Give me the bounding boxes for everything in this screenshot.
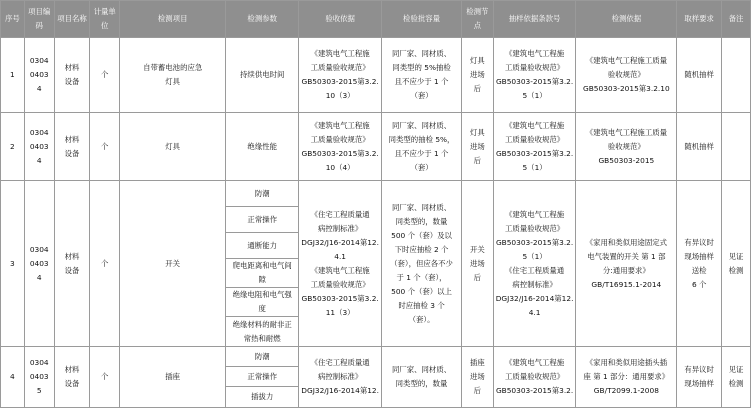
cell-test-param-line: 正常操作 [247, 371, 277, 381]
header-seq: 序号 [1, 1, 25, 38]
cell-seq: 2 [1, 113, 25, 181]
cell-test-basis [576, 181, 677, 347]
cell-inspection-qty-line: 且不应少于 1 个 [394, 77, 449, 86]
cell-inspection-qty [382, 113, 462, 181]
cell-inspection-qty-line: 同厂家、同材质、 [391, 120, 452, 130]
cell-inspection-qty-line: 下时应抽检 2 个 [394, 244, 449, 254]
cell-test-basis-line: GB/T16915.1-2014 [591, 279, 662, 289]
cell-inspection-qty-line: （套） [410, 162, 433, 172]
cell-sampling-req-line: 现场抽样 [684, 251, 714, 261]
cell-test-basis-line: 《家用和类似用途固定式 [585, 237, 667, 247]
table-row [1, 347, 751, 367]
cell-sampling-req [677, 38, 722, 113]
cell-test-item [120, 38, 226, 113]
cell-test-param-line: 正常操作 [247, 214, 277, 224]
cell-test-param [226, 181, 299, 207]
cell-accept-basis-line: 病控制标准》 [317, 223, 363, 233]
cell-item-name-line: 设备 [64, 379, 80, 388]
cell-accept-basis [299, 113, 382, 181]
cell-test-item [120, 181, 226, 347]
cell-inspection-qty-line: 时应抽检 3 个 [398, 300, 445, 310]
cell-test-param-line: 绝缘电阻和电气强 [232, 290, 292, 299]
cell-sampling-clause-line: 《建筑电气工程施 [505, 120, 565, 130]
cell-accept-basis-line: GB50303-2015第3.2. [301, 148, 379, 158]
cell-item-code [24, 38, 54, 113]
cell-test-param-line: 通断能力 [247, 240, 277, 250]
header-test-node: 检测节点 [461, 1, 493, 38]
cell-test-basis-line: 《建筑电气工程施工质量 [585, 127, 667, 137]
cell-test-node-line: 开关 [469, 244, 485, 254]
cell-item-code-line: 0403 [29, 372, 49, 381]
cell-remark-line: 检测 [728, 265, 744, 275]
cell-test-node-line: 后 [473, 272, 482, 282]
cell-sampling-req-line: 有异议时 [684, 365, 714, 374]
cell-accept-basis-line: 11（3） [325, 307, 355, 317]
cell-seq: 1 [1, 38, 25, 113]
cell-item-name-line: 设备 [64, 77, 80, 86]
cell-accept-basis-line: 4.1 [334, 251, 347, 261]
cell-inspection-qty-line: 500 个（套）以上 [391, 286, 452, 296]
cell-sampling-clause-line: GB50303-2015第3.2. [495, 386, 574, 395]
cell-inspection-qty-line: 同厂家、同材质、 [391, 202, 452, 212]
cell-sampling-req-line: 送检 [691, 265, 707, 275]
cell-seq: 4 [1, 347, 25, 408]
cell-test-node-line: 进场 [469, 141, 485, 151]
cell-test-node [461, 347, 493, 408]
cell-sampling-req-line: 有异议时 [684, 237, 714, 247]
cell-test-basis-line: GB50303-2015第3.2.10 [583, 84, 670, 93]
cell-remark [722, 38, 751, 113]
cell-accept-basis-line: 工质量验收规范》 [310, 63, 370, 72]
header-remark: 备注 [722, 1, 751, 38]
header-accept-basis: 验收依据 [299, 1, 382, 38]
cell-test-param [226, 317, 299, 347]
cell-test-item-line: 插座 [165, 372, 181, 381]
cell-sampling-clause-line: 工质量验收规范》 [505, 134, 565, 144]
cell-test-param [226, 233, 299, 259]
cell-seq: 3 [1, 181, 25, 347]
cell-test-param-line: 隙 [258, 275, 266, 284]
cell-test-param-line: 爬电距离和电气间 [232, 261, 292, 270]
cell-sampling-req [677, 347, 722, 408]
cell-sampling-clause [493, 113, 576, 181]
cell-inspection-qty-line: 同厂家、同材质、 [391, 365, 452, 374]
cell-accept-basis-line: 《住宅工程质量通 [310, 209, 370, 219]
cell-item-name-line: 材料 [64, 63, 80, 72]
cell-test-item-line: 开关 [165, 258, 181, 268]
cell-test-param [226, 113, 299, 181]
cell-remark-line: 见证 [728, 365, 744, 374]
cell-item-code [24, 113, 54, 181]
cell-item-code-line: 4 [36, 84, 42, 93]
cell-test-item-line: 自带蓄电池的应急 [143, 63, 203, 72]
cell-test-param [226, 38, 299, 113]
cell-test-param-line: 常热和耐燃 [243, 333, 281, 343]
cell-remark [722, 181, 751, 347]
cell-sampling-clause-line: GB50303-2015第3.2. [495, 237, 574, 247]
cell-accept-basis-line: 工质量验收规范》 [310, 279, 370, 289]
cell-test-basis [576, 347, 677, 408]
cell-item-name-line: 设备 [64, 148, 80, 158]
cell-test-node-line: 进场 [469, 258, 485, 268]
cell-sampling-req [677, 181, 722, 347]
cell-sampling-clause-line: DGJ32/J16-2014第12. [495, 293, 574, 303]
cell-inspection-qty [382, 38, 462, 113]
cell-sampling-clause-line: 工质量验收规范》 [505, 63, 565, 72]
cell-test-param-line: 防潮 [254, 188, 270, 198]
cell-accept-basis-line: 《建筑电气工程施 [310, 49, 370, 58]
cell-item-code-line: 0304 [29, 244, 49, 254]
cell-test-param-line: 绝缘材料的耐非正 [232, 319, 292, 329]
cell-item-name-line: 设备 [64, 265, 80, 275]
cell-sampling-clause-line: 4.1 [528, 307, 541, 317]
header-inspection-qty: 检验批容量 [382, 1, 462, 38]
cell-item-code-line: 0304 [29, 127, 49, 137]
cell-item-name-line: 材料 [64, 134, 80, 144]
cell-item-code-line: 0403 [29, 258, 49, 268]
cell-test-param [226, 367, 299, 387]
cell-accept-basis-line: 《住宅工程质量通 [310, 358, 370, 367]
cell-accept-basis [299, 181, 382, 347]
cell-test-node-line: 进场 [469, 70, 485, 79]
cell-accept-basis-line: 《建筑电气工程施 [310, 120, 370, 130]
cell-test-param [226, 387, 299, 408]
cell-test-basis-line: 验收规范》 [607, 70, 645, 79]
cell-test-param [226, 347, 299, 367]
cell-inspection-qty-line: 同类型的抽检 5%， [388, 134, 455, 144]
cell-test-item [120, 347, 226, 408]
cell-sampling-clause [493, 347, 576, 408]
cell-item-name-line: 材料 [64, 365, 80, 374]
cell-inspection-qty-line: （套） [410, 91, 433, 100]
cell-sampling-clause-line: 5（1） [522, 251, 547, 261]
cell-test-node-line: 后 [473, 84, 482, 93]
cell-inspection-qty-line: 同类型的，数量 [395, 379, 448, 388]
cell-remark-line: 检测 [728, 379, 744, 388]
cell-test-basis-line: GB50303-2015 [598, 155, 655, 165]
cell-item-code-line: 0304 [29, 56, 49, 65]
header-unit: 计量单位 [90, 1, 120, 38]
cell-sampling-clause-line: GB50303-2015第3.2. [495, 77, 574, 86]
cell-sampling-clause-line: GB50303-2015第3.2. [495, 148, 574, 158]
cell-item-name [54, 181, 90, 347]
cell-inspection-qty-line: （套）。 [408, 314, 435, 324]
cell-unit: 个 [90, 347, 120, 408]
cell-unit: 个 [90, 181, 120, 347]
cell-test-param-line: 度 [258, 304, 266, 313]
cell-test-node [461, 38, 493, 113]
cell-test-node-line: 后 [473, 155, 482, 165]
cell-test-basis [576, 113, 677, 181]
cell-test-node-line: 进场 [469, 372, 485, 381]
cell-test-node-line: 灯具 [469, 127, 485, 137]
cell-test-basis [576, 38, 677, 113]
cell-accept-basis [299, 38, 382, 113]
cell-test-node-line: 插座 [469, 358, 485, 367]
cell-accept-basis-line: GB50303-2015第3.2. [301, 293, 379, 303]
cell-accept-basis-line: 10（4） [325, 162, 355, 172]
cell-sampling-req-line: 随机抽样 [684, 70, 714, 79]
cell-item-code-line: 0403 [29, 141, 49, 151]
cell-test-param-line: 插拔力 [251, 392, 274, 401]
cell-inspection-qty-line: （套），但应各不少 [390, 258, 453, 268]
cell-inspection-qty-line: 同类型的，数量 [395, 216, 448, 226]
cell-inspection-qty-line: 于 1 个（套）， [396, 272, 447, 282]
header-item-code: 项目编码 [24, 1, 54, 38]
header-test-basis: 检测依据 [576, 1, 677, 38]
cell-accept-basis-line: DGJ32/J16-2014第12. [301, 386, 379, 395]
cell-sampling-clause-line: 5（1） [522, 91, 547, 100]
cell-test-basis-line: GB/T2099.1-2008 [593, 386, 659, 395]
cell-unit: 个 [90, 113, 120, 181]
cell-test-param-line: 绝缘性能 [247, 141, 277, 151]
cell-test-param [226, 288, 299, 317]
cell-inspection-qty-line: 且不应少于 1 个 [394, 148, 449, 158]
cell-item-code [24, 181, 54, 347]
header-sampling-clause: 抽样依据条款号 [493, 1, 576, 38]
cell-test-item-line: 灯具 [165, 141, 181, 151]
cell-test-node-line: 后 [473, 386, 482, 395]
cell-sampling-clause [493, 38, 576, 113]
header-sampling-req: 取样要求 [677, 1, 722, 38]
cell-remark [722, 113, 751, 181]
cell-test-basis-line: 电气装置的开关 第 1 部 [587, 251, 666, 261]
cell-sampling-req-line: 随机抽样 [684, 141, 714, 151]
cell-inspection-qty [382, 347, 462, 408]
cell-inspection-qty [382, 181, 462, 347]
table-row [1, 113, 751, 181]
cell-item-code-line: 0403 [29, 70, 49, 79]
cell-inspection-qty-line: 同厂家、同材质、 [391, 49, 452, 58]
cell-accept-basis-line: DGJ32/J16-2014第12. [301, 237, 379, 247]
cell-remark-line: 见证 [728, 251, 744, 261]
cell-item-code [24, 347, 54, 408]
cell-sampling-req-line: 6 个 [691, 279, 707, 289]
cell-accept-basis-line: 《建筑电气工程施 [310, 265, 370, 275]
cell-accept-basis-line: GB50303-2015第3.2. [301, 77, 379, 86]
table-row [1, 181, 751, 207]
header-test-item: 检测项目 [120, 1, 226, 38]
header-row [1, 1, 751, 38]
cell-test-basis-line: 《建筑电气工程施工质量 [585, 56, 667, 65]
cell-test-basis-line: 分:通用要求》 [602, 265, 650, 275]
cell-test-node [461, 181, 493, 347]
cell-item-name-line: 材料 [64, 251, 80, 261]
cell-unit: 个 [90, 38, 120, 113]
cell-sampling-clause-line: 病控制标准》 [512, 279, 557, 289]
cell-remark [722, 347, 751, 408]
cell-accept-basis-line: 病控制标准》 [317, 372, 363, 381]
cell-item-code-line: 0304 [29, 358, 49, 367]
cell-test-basis-line: 验收规范》 [607, 141, 645, 151]
cell-sampling-clause-line: 《住宅工程质量通 [505, 265, 565, 275]
cell-test-item [120, 113, 226, 181]
cell-test-param [226, 259, 299, 288]
cell-sampling-req [677, 113, 722, 181]
cell-test-node [461, 113, 493, 181]
cell-inspection-qty-line: 同类型的 5%抽检 [392, 63, 451, 72]
cell-item-name [54, 38, 90, 113]
cell-item-code-line: 4 [36, 155, 42, 165]
cell-test-param-line: 持续供电时间 [240, 70, 285, 79]
header-item-name: 项目名称 [54, 1, 90, 38]
table-row [1, 38, 751, 113]
cell-accept-basis-line: 工质量验收规范》 [310, 134, 370, 144]
cell-sampling-clause-line: 工质量验收规范》 [505, 223, 565, 233]
cell-sampling-clause-line: 《建筑电气工程施 [505, 209, 565, 219]
cell-sampling-clause-line: 《建筑电气工程施 [505, 358, 565, 367]
cell-accept-basis-line: 10（3） [325, 91, 355, 100]
cell-test-basis-line: 《家用和类似用途插头插 [585, 358, 667, 367]
cell-test-param [226, 207, 299, 233]
cell-test-basis-line: 座 第 1 部分：通用要求》 [583, 372, 670, 381]
cell-sampling-req-line: 现场抽样 [684, 379, 714, 388]
cell-sampling-clause-line: 《建筑电气工程施 [505, 49, 565, 58]
cell-item-name [54, 113, 90, 181]
cell-item-code-line: 4 [36, 272, 42, 282]
cell-sampling-clause [493, 181, 576, 347]
header-test-params: 检测参数 [226, 1, 299, 38]
cell-item-name [54, 347, 90, 408]
cell-test-param-line: 防潮 [254, 351, 270, 361]
cell-accept-basis [299, 347, 382, 408]
cell-item-code-line: 5 [36, 386, 42, 395]
cell-inspection-qty-line: 500 个（套）及以 [391, 230, 452, 240]
cell-test-item-line: 灯具 [165, 77, 181, 86]
cell-sampling-clause-line: 工质量验收规范》 [505, 372, 565, 381]
cell-test-node-line: 灯具 [469, 56, 485, 65]
cell-sampling-clause-line: 5（1） [522, 162, 547, 172]
